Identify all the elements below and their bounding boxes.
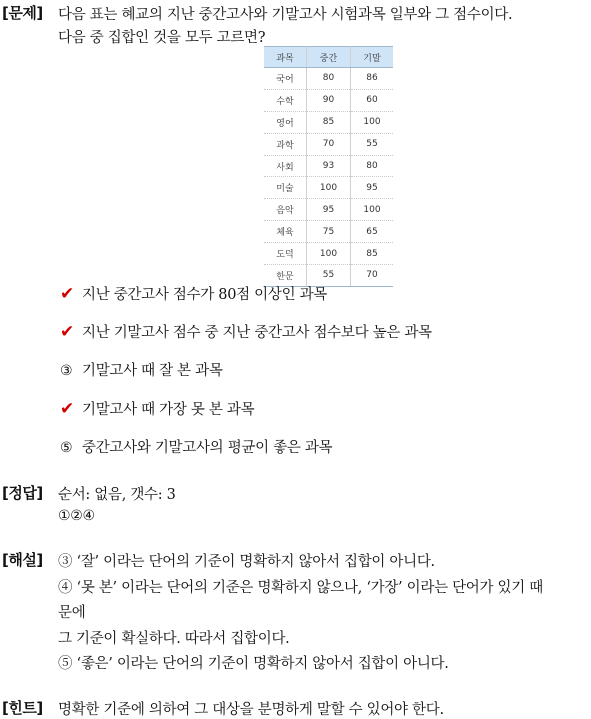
- choice-1[interactable]: [60, 283, 327, 304]
- table-row: [264, 111, 393, 133]
- midterm-cell: 75: [307, 221, 351, 243]
- choice-3[interactable]: [60, 359, 223, 380]
- explanation-line-5: ⑤ ‘좋은’ 이라는 단어의 기준이 명확하지 않아서 집합이 아니다.: [58, 656, 449, 672]
- check-mark-icon: ✔: [60, 322, 74, 342]
- final-cell: 86: [351, 68, 394, 90]
- answer-tag: [정답]: [2, 484, 43, 502]
- check-mark-icon: ✔: [60, 284, 74, 304]
- choice-4-text: 기말고사 때 가장 못 본 과목: [82, 402, 255, 418]
- header-subject: 과목: [264, 47, 307, 68]
- problem-tag: [문제]: [2, 4, 43, 22]
- final-cell: 70: [351, 265, 394, 287]
- final-cell: 100: [351, 199, 394, 221]
- subject-cell: 영어: [264, 111, 307, 133]
- midterm-cell: 55: [307, 265, 351, 287]
- answer-line-1: 순서: 없음, 갯수: 3: [58, 487, 176, 503]
- midterm-cell: 100: [307, 177, 351, 199]
- final-cell: 80: [351, 155, 394, 177]
- midterm-cell: 93: [307, 155, 351, 177]
- table-row: [264, 177, 393, 199]
- midterm-cell: 70: [307, 133, 351, 155]
- subject-cell: 미술: [264, 177, 307, 199]
- final-cell: 100: [351, 111, 394, 133]
- final-cell: 85: [351, 243, 394, 265]
- table-row: [264, 199, 393, 221]
- header-final: 기말: [351, 47, 394, 68]
- choice-1-text: 지난 중간고사 점수가 80점 이상인 과목: [82, 287, 328, 303]
- choice-number-5: ⑤: [60, 440, 73, 456]
- score-table-header: [264, 47, 393, 68]
- hint-line-1: 명확한 기준에 의하여 그 대상을 분명하게 말할 수 있어야 한다.: [58, 702, 444, 718]
- table-row: [264, 133, 393, 155]
- choice-number-3: ③: [60, 363, 73, 379]
- explanation-line-2: ④ ‘못 본’ 이라는 단어의 기준은 명확하지 않으나, ‘가장’ 이라는 단어가 있기 때: [58, 580, 543, 596]
- answer-line-2: ①②④: [58, 508, 95, 524]
- choice-2[interactable]: [60, 321, 432, 342]
- subject-cell: 도덕: [264, 243, 307, 265]
- header-midterm: 중간: [307, 47, 351, 68]
- table-row: [264, 221, 393, 243]
- score-table: [264, 46, 393, 287]
- subject-cell: 음악: [264, 199, 307, 221]
- subject-cell: 한문: [264, 265, 307, 287]
- subject-cell: 국어: [264, 68, 307, 90]
- subject-cell: 과학: [264, 133, 307, 155]
- midterm-cell: 95: [307, 199, 351, 221]
- explanation-line-1: ③ ‘잘’ 이라는 단어의 기준이 명확하지 않아서 집합이 아니다.: [58, 554, 435, 570]
- explanation-tag: [해설]: [2, 551, 43, 569]
- final-cell: 65: [351, 221, 394, 243]
- table-row: [264, 68, 393, 90]
- table-row: [264, 155, 393, 177]
- final-cell: 55: [351, 133, 394, 155]
- problem-line-1: 다음 표는 혜교의 지난 중간고사와 기말고사 시험과목 일부와 그 점수이다.: [58, 7, 513, 23]
- choice-5[interactable]: [60, 436, 332, 457]
- final-cell: 95: [351, 177, 394, 199]
- subject-cell: 체육: [264, 221, 307, 243]
- choice-5-text: 중간고사와 기말고사의 평균이 좋은 과목: [82, 440, 333, 456]
- hint-tag: [힌트]: [2, 699, 43, 717]
- choice-2-text: 지난 기말고사 점수 중 지난 중간고사 점수보다 높은 과목: [82, 325, 432, 341]
- midterm-cell: 85: [307, 111, 351, 133]
- midterm-cell: 80: [307, 68, 351, 90]
- final-cell: 60: [351, 89, 394, 111]
- midterm-cell: 100: [307, 243, 351, 265]
- table-row: [264, 243, 393, 265]
- check-mark-icon: ✔: [60, 399, 74, 419]
- choice-4[interactable]: [60, 398, 254, 419]
- subject-cell: 수학: [264, 89, 307, 111]
- table-row: [264, 89, 393, 111]
- subject-cell: 사회: [264, 155, 307, 177]
- midterm-cell: 90: [307, 89, 351, 111]
- choice-3-text: 기말고사 때 잘 본 과목: [82, 363, 223, 379]
- problem-line-2: 다음 중 집합인 것을 모두 고르면?: [58, 30, 266, 46]
- explanation-line-3: 문에: [58, 605, 86, 621]
- explanation-line-4: 그 기준이 확실하다. 따라서 집합이다.: [58, 631, 290, 647]
